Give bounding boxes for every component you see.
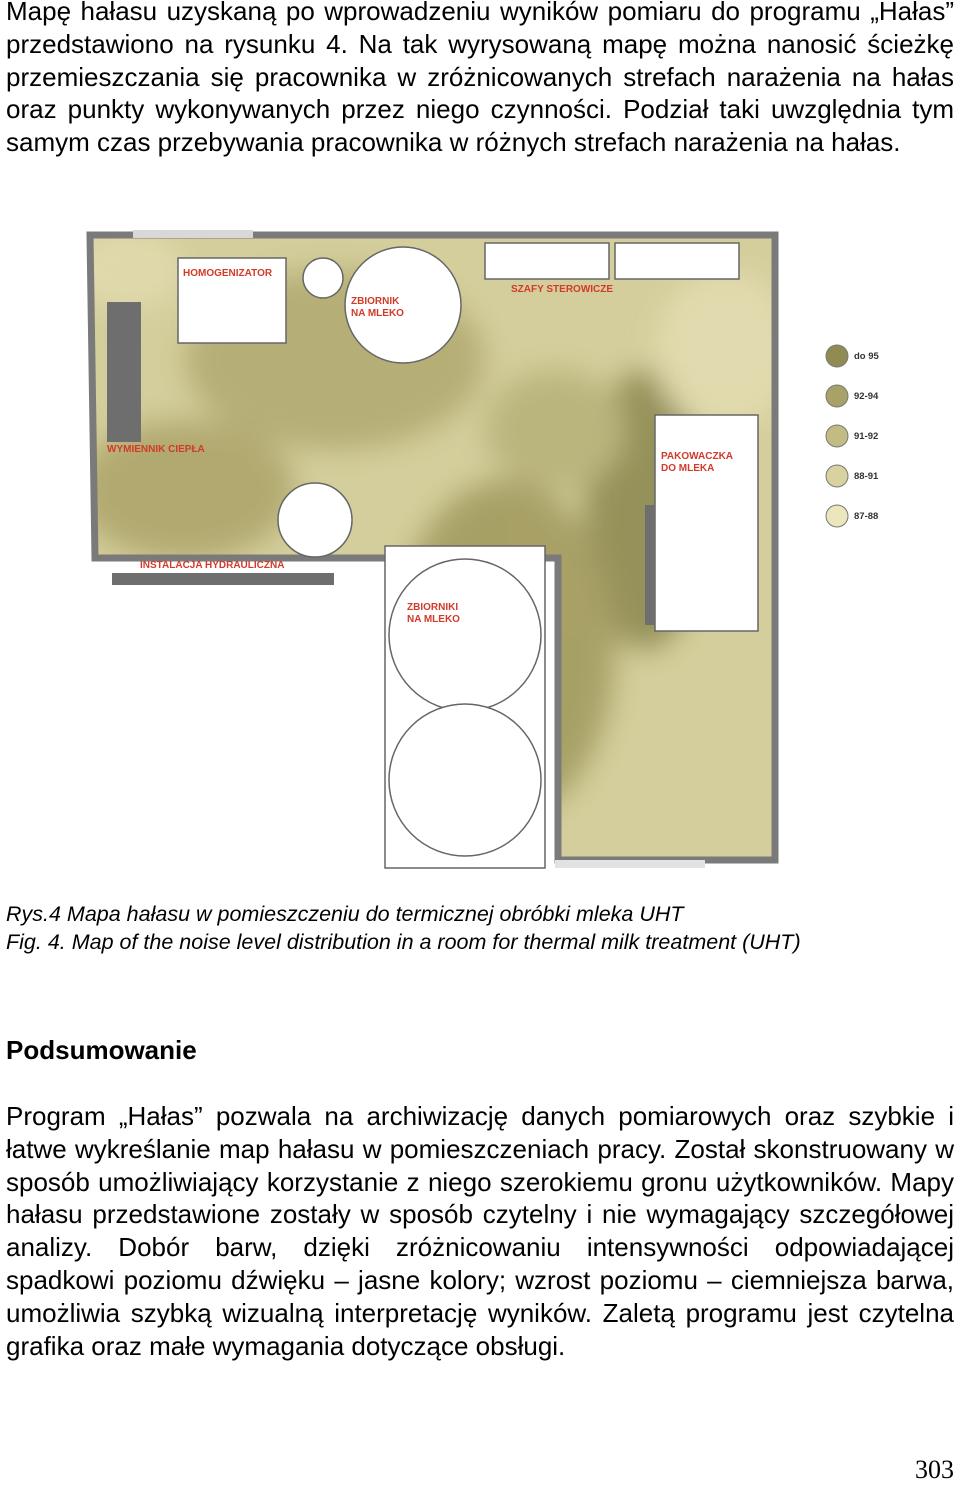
milk-tank-label-1: ZBIORNIK <box>351 296 400 307</box>
noise-legend <box>826 345 880 527</box>
intro-paragraph: Mapę hałasu uzyskaną po wprowadzeniu wyników pomiaru do programu „Hałas” przedstawiono na rysunku 4. Na tak wyrysowaną mapę można nanosić ścieżkę przemieszczania się pracownika w zróżnicowanych strefach narażenia na hałas oraz punkty wykonywanych przez niego czynności. Podział taki uwzględnia tym samym czas przebywania pracownika w różnych strefach narażenia na hałas. <box>6 0 954 158</box>
packaging-machine-label-1: PAKOWACZKA <box>661 451 734 462</box>
hydraulic-installation-label: INSTALACJA HYDRAULICZNA <box>140 560 285 571</box>
hydraulic-installation <box>112 573 334 585</box>
legend-swatch-95 <box>826 345 848 367</box>
legend-label-88-91: 88-91 <box>854 471 879 482</box>
control-cabinets-label: SZAFY STEROWICZE <box>511 284 614 295</box>
control-cabinet-2 <box>615 243 739 279</box>
legend-label-87-88: 87-88 <box>854 511 879 522</box>
milk-tanks-label-2: NA MLEKO <box>407 614 460 625</box>
summary-paragraph: Program „Hałas” pozwala na archiwizację danych pomiarowych oraz szybkie i łatwe wykreślanie map hałasu w pomieszczeniach pracy. Został skonstruowany w sposób umożliwiający korzystanie z niego szerokiemu gronu użytkowników. Mapy hałasu przedstawione zostały w sposób czytelny i nie wymagający szczegółowej analizy. Dobór barw, dzięki zróżnicowaniu intensywności odpowiadającej spadkowi poziomu dźwięku – jasne kolory; wzrost poziomu – ciemniejsza barwa, umożliwia szybką wizualną interpretację wyników. Zaletą programu jest czytelna grafika oraz małe wymagania dotyczące obsługi. <box>6 1101 954 1361</box>
legend-swatch-88-91 <box>826 465 848 487</box>
page-number: 303 <box>915 1455 954 1484</box>
legend-label-92-94: 92-94 <box>854 391 879 402</box>
legend-swatch-92-94 <box>826 385 848 407</box>
round-tank <box>278 483 352 557</box>
homogenizer-label: HOMOGENIZATOR <box>183 268 273 279</box>
packaging-machine <box>655 415 758 631</box>
milk-tank-2 <box>389 704 541 856</box>
figure-caption-en: Fig. 4. Map of the noise level distribution in a room for thermal milk treatment (UHT) <box>6 930 801 954</box>
noise-map-figure <box>85 230 879 870</box>
control-cabinet-1 <box>485 243 609 279</box>
packaging-machine-label-2: DO MLEKA <box>661 463 715 474</box>
section-heading: Podsumowanie <box>6 1035 197 1065</box>
packaging-rail <box>645 505 655 625</box>
heat-exchanger <box>107 302 141 442</box>
milk-tanks-label-1: ZBIORNIKI <box>407 602 459 613</box>
small-tank <box>303 258 343 298</box>
figure-caption-pl: Rys.4 Mapa hałasu w pomieszczeniu do termicznej obróbki mleka UHT <box>6 902 684 926</box>
legend-label-95: do 95 <box>854 351 879 362</box>
door-opening-bottom <box>555 860 705 868</box>
legend-swatch-91-92 <box>826 425 848 447</box>
door-opening <box>133 230 253 238</box>
legend-label-91-92: 91-92 <box>854 431 879 442</box>
heat-exchanger-label: WYMIENNIK CIEPŁA <box>107 444 205 455</box>
legend-swatch-87-88 <box>826 505 848 527</box>
milk-tank-label-2: NA MLEKO <box>351 308 404 319</box>
milk-tank-1 <box>389 559 541 711</box>
